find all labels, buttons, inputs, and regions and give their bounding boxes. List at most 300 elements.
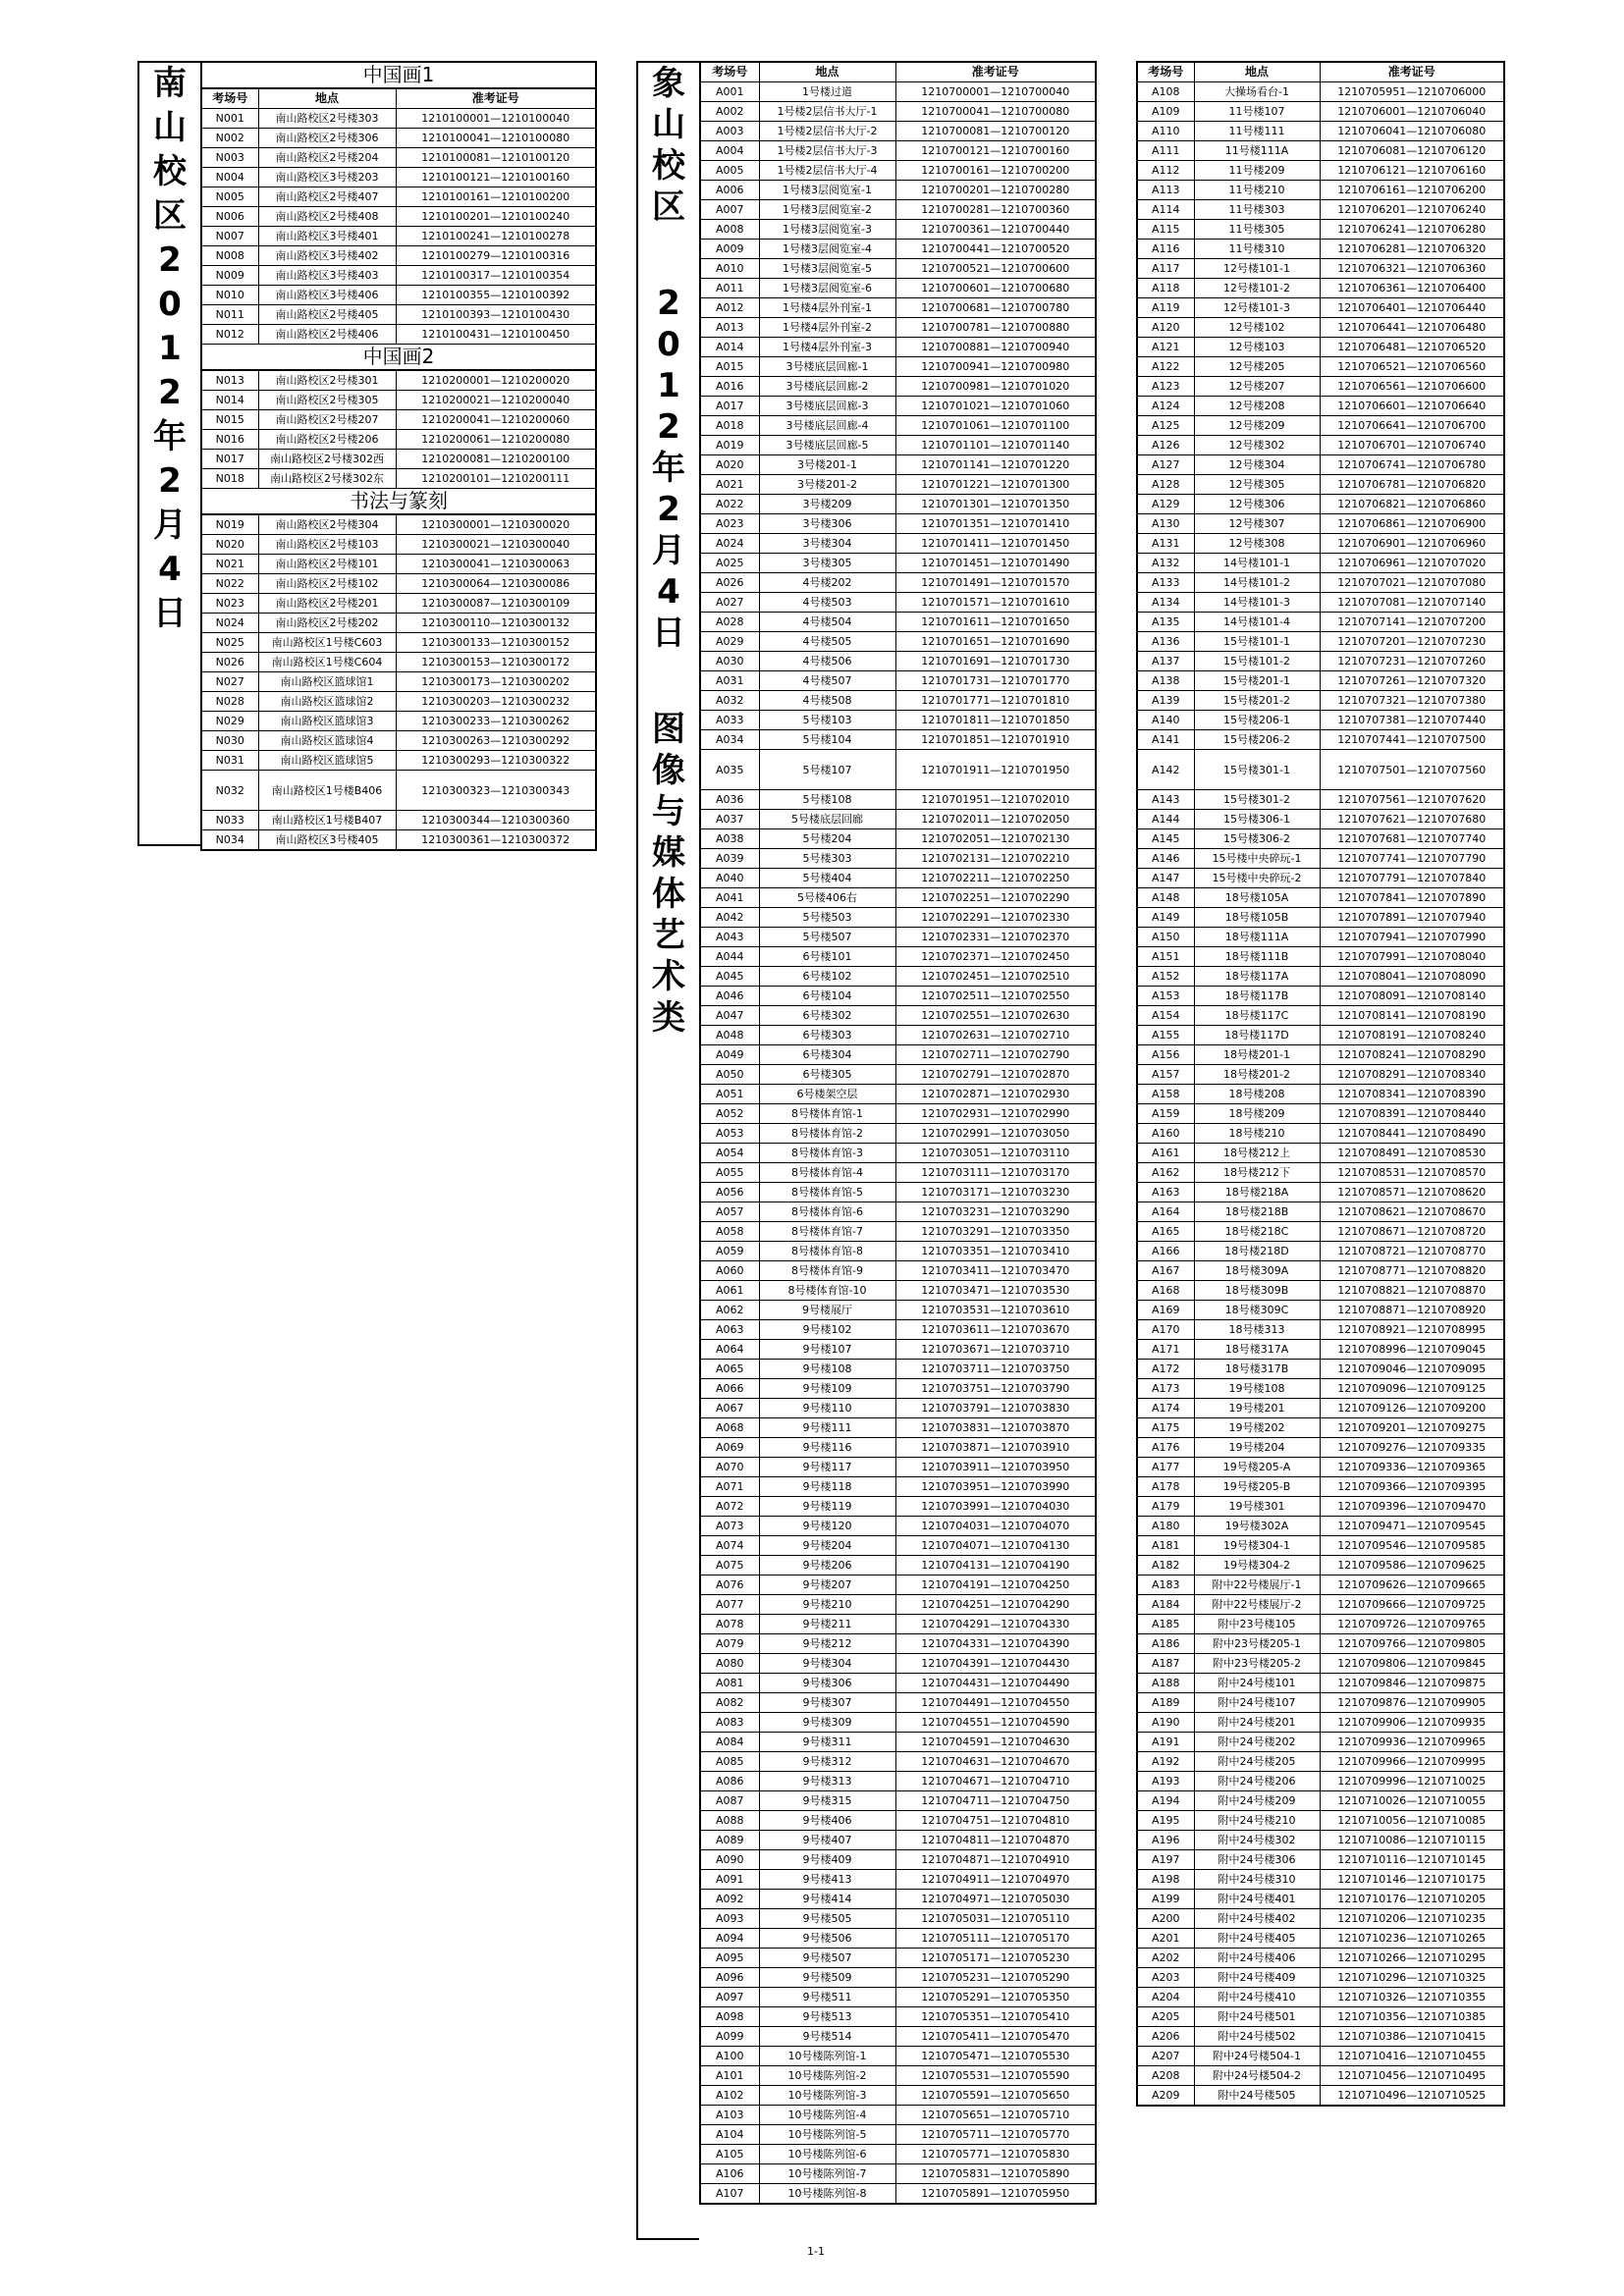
table-row xyxy=(201,227,596,246)
room-location: 4号楼503 xyxy=(759,593,895,613)
room-location: 附中24号楼505 xyxy=(1194,2086,1320,2107)
room-number: A045 xyxy=(700,967,759,987)
room-location: 南山路校区2号楼406 xyxy=(258,325,396,345)
table-row xyxy=(700,1654,1096,1674)
table-row xyxy=(1137,495,1504,514)
table-row xyxy=(201,450,596,469)
table-row xyxy=(700,1301,1096,1320)
room-location: 5号楼507 xyxy=(759,928,895,947)
room-location: 9号楼212 xyxy=(759,1634,895,1654)
ticket-range: 1210708391—1210708440 xyxy=(1320,1104,1504,1124)
room-number: A181 xyxy=(1137,1536,1194,1556)
room-location: 18号楼313 xyxy=(1194,1320,1320,1340)
room-number: A044 xyxy=(700,947,759,967)
room-location: 15号楼中央碎玩-1 xyxy=(1194,849,1320,869)
room-number: A072 xyxy=(700,1497,759,1517)
room-location: 12号楼101-3 xyxy=(1194,298,1320,318)
table-row xyxy=(700,1026,1096,1045)
room-location: 5号楼503 xyxy=(759,908,895,928)
table-row xyxy=(1137,1065,1504,1085)
room-number-header: 考场号 xyxy=(700,62,759,82)
ticket-range: 1210708441—1210708490 xyxy=(1320,1124,1504,1144)
room-number: A206 xyxy=(1137,2027,1194,2047)
table-row xyxy=(700,1556,1096,1575)
room-location: 18号楼218C xyxy=(1194,1222,1320,1242)
room-number: N027 xyxy=(201,672,258,692)
table-row xyxy=(1137,1811,1504,1831)
ticket-range: 1210703171—1210703230 xyxy=(895,1183,1096,1202)
table-row xyxy=(1137,436,1504,455)
room-number: A138 xyxy=(1137,671,1194,691)
table-row xyxy=(700,2066,1096,2086)
table-row xyxy=(1137,455,1504,475)
room-number: A134 xyxy=(1137,593,1194,613)
room-location: 南山路校区3号楼406 xyxy=(258,286,396,305)
table-row xyxy=(700,240,1096,259)
room-location: 15号楼101-2 xyxy=(1194,652,1320,671)
table-row xyxy=(1137,220,1504,240)
room-location: 南山路校区篮球馆5 xyxy=(258,751,396,771)
ticket-range: 1210710416—1210710455 xyxy=(1320,2047,1504,2066)
table-row xyxy=(700,1360,1096,1379)
room-location: 3号楼底层回廊-4 xyxy=(759,416,895,436)
table-row xyxy=(1137,1949,1504,1968)
table-row xyxy=(700,810,1096,829)
room-number: A047 xyxy=(700,1006,759,1026)
room-number: A150 xyxy=(1137,928,1194,947)
table-row xyxy=(700,1595,1096,1615)
room-location: 附中22号楼展厅-1 xyxy=(1194,1575,1320,1595)
table-row xyxy=(700,1144,1096,1163)
title-char: 4 xyxy=(158,550,182,589)
room-number: A169 xyxy=(1137,1301,1194,1320)
ticket-range: 1210710116—1210710145 xyxy=(1320,1850,1504,1870)
ticket-range: 1210709396—1210709470 xyxy=(1320,1497,1504,1517)
ticket-range: 1210707021—1210707080 xyxy=(1320,573,1504,593)
ticket-range: 1210706821—1210706860 xyxy=(1320,495,1504,514)
table-row xyxy=(700,1065,1096,1085)
room-location: 18号楼201-1 xyxy=(1194,1045,1320,1065)
room-number: A025 xyxy=(700,554,759,573)
room-number: A003 xyxy=(700,122,759,141)
ticket-range: 1210703471—1210703530 xyxy=(895,1281,1096,1301)
room-location: 19号楼108 xyxy=(1194,1379,1320,1399)
ticket-range: 1210710266—1210710295 xyxy=(1320,1949,1504,1968)
ticket-range: 1210705171—1210705230 xyxy=(895,1949,1096,1968)
room-number: A125 xyxy=(1137,416,1194,436)
ticket-range: 1210700441—1210700520 xyxy=(895,240,1096,259)
table-row xyxy=(700,1399,1096,1418)
ticket-range: 1210700361—1210700440 xyxy=(895,220,1096,240)
ticket-range: 1210705951—1210706000 xyxy=(1320,82,1504,102)
section-title: 中国画1 xyxy=(201,62,596,88)
ticket-range: 1210702511—1210702550 xyxy=(895,987,1096,1006)
table-row xyxy=(700,495,1096,514)
room-location: 附中24号楼209 xyxy=(1194,1791,1320,1811)
table-row xyxy=(700,1517,1096,1536)
table-row xyxy=(1137,161,1504,181)
room-number: A136 xyxy=(1137,632,1194,652)
table-row xyxy=(1137,750,1504,790)
ticket-range: 1210701141—1210701220 xyxy=(895,455,1096,475)
room-number: A164 xyxy=(1137,1202,1194,1222)
table-row xyxy=(1137,1575,1504,1595)
ticket-range: 1210707501—1210707560 xyxy=(1320,750,1504,790)
ticket-range: 1210708531—1210708570 xyxy=(1320,1163,1504,1183)
ticket-range: 1210704071—1210704130 xyxy=(895,1536,1096,1556)
room-number: N020 xyxy=(201,535,258,555)
room-number: A112 xyxy=(1137,161,1194,181)
room-number: A182 xyxy=(1137,1556,1194,1575)
room-location: 5号楼103 xyxy=(759,711,895,730)
room-number: N033 xyxy=(201,811,258,830)
room-location: 5号楼107 xyxy=(759,750,895,790)
table-row xyxy=(1137,1654,1504,1674)
room-location: 南山路校区篮球馆1 xyxy=(258,672,396,692)
table-row xyxy=(201,430,596,450)
table-row xyxy=(1137,102,1504,122)
room-number: A088 xyxy=(700,1811,759,1831)
room-number: A185 xyxy=(1137,1615,1194,1634)
table-row xyxy=(700,1536,1096,1556)
table-row xyxy=(1137,1890,1504,1909)
ticket-range: 1210706641—1210706700 xyxy=(1320,416,1504,436)
room-location: 15号楼201-2 xyxy=(1194,691,1320,711)
room-number: A133 xyxy=(1137,573,1194,593)
table-row xyxy=(1137,829,1504,849)
ticket-range: 1210705891—1210705950 xyxy=(895,2184,1096,2205)
room-location: 9号楼304 xyxy=(759,1654,895,1674)
room-location: 1号楼3层阅览室-1 xyxy=(759,181,895,200)
ticket-range: 1210300021—1210300040 xyxy=(396,535,596,555)
room-location: 14号楼101-4 xyxy=(1194,613,1320,632)
table-row xyxy=(1137,1556,1504,1575)
ticket-range: 1210705471—1210705530 xyxy=(895,2047,1096,2066)
room-number: A019 xyxy=(700,436,759,455)
title-char: 月 xyxy=(652,531,685,570)
room-location: 9号楼313 xyxy=(759,1772,895,1791)
room-number: A165 xyxy=(1137,1222,1194,1242)
room-number: A039 xyxy=(700,849,759,869)
title-char: 2 xyxy=(158,240,182,280)
room-location: 19号楼205-B xyxy=(1194,1477,1320,1497)
ticket-range: 1210710356—1210710385 xyxy=(1320,2007,1504,2027)
ticket-range: 1210300087—1210300109 xyxy=(396,594,596,614)
ticket-range: 1210709996—1210710025 xyxy=(1320,1772,1504,1791)
room-number: A103 xyxy=(700,2106,759,2125)
table-row xyxy=(201,811,596,830)
room-location: 南山路校区2号楼302东 xyxy=(258,469,396,489)
room-number: A170 xyxy=(1137,1320,1194,1340)
table-header-row xyxy=(1137,62,1504,82)
room-number: A002 xyxy=(700,102,759,122)
room-number: A028 xyxy=(700,613,759,632)
ticket-range: 1210706601—1210706640 xyxy=(1320,397,1504,416)
ticket-range: 1210704431—1210704490 xyxy=(895,1674,1096,1693)
room-number: A108 xyxy=(1137,82,1194,102)
room-location: 南山路校区1号楼B407 xyxy=(258,811,396,830)
room-location: 19号楼204 xyxy=(1194,1438,1320,1458)
ticket-range: 1210100201—1210100240 xyxy=(396,207,596,227)
room-number: N009 xyxy=(201,266,258,286)
table-row xyxy=(700,2145,1096,2164)
room-location: 3号楼201-2 xyxy=(759,475,895,495)
room-location: 南山路校区3号楼203 xyxy=(258,168,396,187)
section-heading-row xyxy=(201,62,596,88)
ticket-range: 1210707741—1210707790 xyxy=(1320,849,1504,869)
room-location: 附中24号楼310 xyxy=(1194,1870,1320,1890)
table-row xyxy=(1137,1026,1504,1045)
room-number: A040 xyxy=(700,869,759,888)
room-number: A015 xyxy=(700,357,759,377)
room-location: 9号楼206 xyxy=(759,1556,895,1575)
ticket-range: 1210708771—1210708820 xyxy=(1320,1261,1504,1281)
room-location: 14号楼101-1 xyxy=(1194,554,1320,573)
room-location: 4号楼202 xyxy=(759,573,895,593)
title-char: 月 xyxy=(153,506,187,545)
room-number: A116 xyxy=(1137,240,1194,259)
table-row xyxy=(1137,122,1504,141)
room-location: 10号楼陈列馆-1 xyxy=(759,2047,895,2066)
table-row xyxy=(700,534,1096,554)
ticket-range: 1210709806—1210709845 xyxy=(1320,1654,1504,1674)
room-location: 1号楼过道 xyxy=(759,82,895,102)
room-number: A145 xyxy=(1137,829,1194,849)
room-number: A046 xyxy=(700,987,759,1006)
ticket-range: 1210704711—1210704750 xyxy=(895,1791,1096,1811)
ticket-range: 1210300233—1210300262 xyxy=(396,712,596,731)
room-number: A194 xyxy=(1137,1791,1194,1811)
room-location: 南山路校区2号楼306 xyxy=(258,129,396,148)
ticket-range: 1210705351—1210705410 xyxy=(895,2007,1096,2027)
table-row xyxy=(201,731,596,751)
table-row xyxy=(700,416,1096,436)
table-row xyxy=(1137,298,1504,318)
table-row xyxy=(201,514,596,535)
ticket-range: 1210705111—1210705170 xyxy=(895,1929,1096,1949)
room-number: A086 xyxy=(700,1772,759,1791)
room-number: A121 xyxy=(1137,338,1194,357)
table-row xyxy=(700,849,1096,869)
room-location: 附中22号楼展厅-2 xyxy=(1194,1595,1320,1615)
table-row xyxy=(700,1674,1096,1693)
ticket-range: 1210300293—1210300322 xyxy=(396,751,596,771)
ticket-range: 1210705771—1210705830 xyxy=(895,2145,1096,2164)
title-char: 媒 xyxy=(652,833,685,873)
table-row xyxy=(201,594,596,614)
room-location: 15号楼206-2 xyxy=(1194,730,1320,750)
room-location: 南山路校区3号楼405 xyxy=(258,830,396,851)
room-location: 8号楼体育馆-1 xyxy=(759,1104,895,1124)
room-number: A001 xyxy=(700,82,759,102)
ticket-range: 1210705231—1210705290 xyxy=(895,1968,1096,1988)
ticket-range: 1210701021—1210701060 xyxy=(895,397,1096,416)
room-location: 南山路校区2号楼202 xyxy=(258,614,396,633)
room-number: N032 xyxy=(201,771,258,811)
room-number: A142 xyxy=(1137,750,1194,790)
ticket-range: 1210708091—1210708140 xyxy=(1320,987,1504,1006)
table-row xyxy=(700,377,1096,397)
room-location: 10号楼陈列馆-5 xyxy=(759,2125,895,2145)
room-location: 9号楼409 xyxy=(759,1850,895,1870)
room-number: N017 xyxy=(201,450,258,469)
room-location: 11号楼210 xyxy=(1194,181,1320,200)
ticket-range: 1210704131—1210704190 xyxy=(895,1556,1096,1575)
table-row xyxy=(700,357,1096,377)
room-location: 15号楼306-2 xyxy=(1194,829,1320,849)
room-number: A100 xyxy=(700,2047,759,2066)
room-location: 南山路校区2号楼301 xyxy=(258,370,396,391)
room-location: 南山路校区3号楼403 xyxy=(258,266,396,286)
table-row xyxy=(201,653,596,672)
room-number: N004 xyxy=(201,168,258,187)
room-number-header: 考场号 xyxy=(1137,62,1194,82)
room-location: 南山路校区2号楼207 xyxy=(258,410,396,430)
room-location: 9号楼110 xyxy=(759,1399,895,1418)
table-row xyxy=(700,1261,1096,1281)
table-row xyxy=(700,1949,1096,1968)
room-location: 9号楼311 xyxy=(759,1733,895,1752)
room-location: 4号楼507 xyxy=(759,671,895,691)
room-location: 10号楼陈列馆-8 xyxy=(759,2184,895,2205)
room-number: A064 xyxy=(700,1340,759,1360)
ticket-range: 1210708291—1210708340 xyxy=(1320,1065,1504,1085)
table-row xyxy=(700,2027,1096,2047)
room-number: N016 xyxy=(201,430,258,450)
table-row xyxy=(1137,338,1504,357)
room-location: 附中24号楼501 xyxy=(1194,2007,1320,2027)
room-number: A043 xyxy=(700,928,759,947)
room-number: A177 xyxy=(1137,1458,1194,1477)
ticket-range: 1210700161—1210700200 xyxy=(895,161,1096,181)
room-location: 18号楼117A xyxy=(1194,967,1320,987)
room-number: A016 xyxy=(700,377,759,397)
room-number: A176 xyxy=(1137,1438,1194,1458)
room-number: A147 xyxy=(1137,869,1194,888)
room-location: 18号楼317B xyxy=(1194,1360,1320,1379)
room-location: 10号楼陈列馆-6 xyxy=(759,2145,895,2164)
table-row xyxy=(700,691,1096,711)
room-number: A140 xyxy=(1137,711,1194,730)
room-number: A007 xyxy=(700,200,759,220)
title-char: 年 xyxy=(652,449,685,488)
table-row xyxy=(700,318,1096,338)
ticket-range: 1210701811—1210701850 xyxy=(895,711,1096,730)
table-row xyxy=(700,2086,1096,2106)
room-location: 南山路校区3号楼402 xyxy=(258,246,396,266)
room-location: 1号楼4层外刊室-2 xyxy=(759,318,895,338)
ticket-range: 1210706521—1210706560 xyxy=(1320,357,1504,377)
room-number: A128 xyxy=(1137,475,1194,495)
ticket-range: 1210701731—1210701770 xyxy=(895,671,1096,691)
ticket-range: 1210709201—1210709275 xyxy=(1320,1418,1504,1438)
room-number: A060 xyxy=(700,1261,759,1281)
ticket-range: 1210300263—1210300292 xyxy=(396,731,596,751)
room-location: 9号楼207 xyxy=(759,1575,895,1595)
ticket-range: 1210709726—1210709765 xyxy=(1320,1615,1504,1634)
room-number: A192 xyxy=(1137,1752,1194,1772)
ticket-range: 1210710496—1210710525 xyxy=(1320,2086,1504,2107)
room-location: 9号楼406 xyxy=(759,1811,895,1831)
room-number: N034 xyxy=(201,830,258,851)
ticket-range: 1210709096—1210709125 xyxy=(1320,1379,1504,1399)
table-row xyxy=(700,888,1096,908)
room-number: A032 xyxy=(700,691,759,711)
room-number: A062 xyxy=(700,1301,759,1320)
table-row xyxy=(700,102,1096,122)
room-location: 12号楼302 xyxy=(1194,436,1320,455)
room-location: 3号楼底层回廊-1 xyxy=(759,357,895,377)
ticket-range: 1210704491—1210704550 xyxy=(895,1693,1096,1713)
room-location: 9号楼210 xyxy=(759,1595,895,1615)
room-location: 6号楼302 xyxy=(759,1006,895,1026)
ticket-range: 1210703351—1210703410 xyxy=(895,1242,1096,1261)
room-location: 附中24号楼504-1 xyxy=(1194,2047,1320,2066)
room-location: 附中24号楼101 xyxy=(1194,1674,1320,1693)
room-number: A024 xyxy=(700,534,759,554)
room-location: 12号楼209 xyxy=(1194,416,1320,436)
room-location: 南山路校区2号楼201 xyxy=(258,594,396,614)
ticket-range: 1210710056—1210710085 xyxy=(1320,1811,1504,1831)
room-location: 9号楼307 xyxy=(759,1693,895,1713)
room-number: A079 xyxy=(700,1634,759,1654)
title-char: 1 xyxy=(158,329,182,368)
room-number: A022 xyxy=(700,495,759,514)
room-number: A081 xyxy=(700,1674,759,1693)
room-number: A207 xyxy=(1137,2047,1194,2066)
ticket-range: 1210701651—1210701690 xyxy=(895,632,1096,652)
room-location: 18号楼212下 xyxy=(1194,1163,1320,1183)
xiangshan-exam-room-table-left xyxy=(699,61,1097,2205)
title-char: 2 xyxy=(158,373,182,412)
room-number: A091 xyxy=(700,1870,759,1890)
room-location: 18号楼117B xyxy=(1194,987,1320,1006)
room-number: A013 xyxy=(700,318,759,338)
room-location: 8号楼体育馆-5 xyxy=(759,1183,895,1202)
ticket-range: 1210708241—1210708290 xyxy=(1320,1045,1504,1065)
room-number: A200 xyxy=(1137,1909,1194,1929)
table-row xyxy=(700,967,1096,987)
room-location: 9号楼117 xyxy=(759,1458,895,1477)
table-row xyxy=(1137,1595,1504,1615)
room-number: A110 xyxy=(1137,122,1194,141)
table-row xyxy=(1137,1988,1504,2007)
table-row xyxy=(1137,1634,1504,1654)
table-row xyxy=(700,161,1096,181)
room-number: A190 xyxy=(1137,1713,1194,1733)
room-number: A069 xyxy=(700,1438,759,1458)
room-location: 附中24号楼206 xyxy=(1194,1772,1320,1791)
table-row xyxy=(700,1772,1096,1791)
room-location: 9号楼204 xyxy=(759,1536,895,1556)
ticket-range: 1210702791—1210702870 xyxy=(895,1065,1096,1085)
table-row xyxy=(1137,1202,1504,1222)
ticket-range: 1210709046—1210709095 xyxy=(1320,1360,1504,1379)
room-location: 9号楼413 xyxy=(759,1870,895,1890)
room-number: A173 xyxy=(1137,1379,1194,1399)
table-row xyxy=(700,1929,1096,1949)
table-header-row xyxy=(700,62,1096,82)
room-location: 9号楼511 xyxy=(759,1988,895,2007)
ticket-range: 1210700081—1210700120 xyxy=(895,122,1096,141)
room-number: A080 xyxy=(700,1654,759,1674)
ticket-range: 1210709586—1210709625 xyxy=(1320,1556,1504,1575)
ticket-range: 1210707081—1210707140 xyxy=(1320,593,1504,613)
ticket-range: 1210706701—1210706740 xyxy=(1320,436,1504,455)
room-location: 南山路校区2号楼305 xyxy=(258,391,396,410)
room-number: N010 xyxy=(201,286,258,305)
room-number: A197 xyxy=(1137,1850,1194,1870)
